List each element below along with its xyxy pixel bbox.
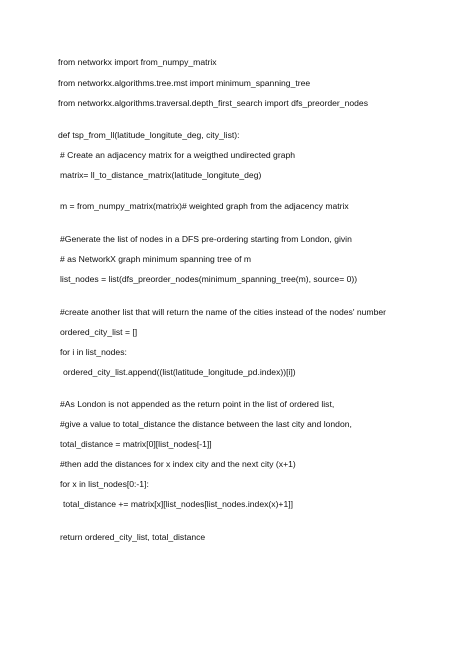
code-line-weighted-graph: m = from_numpy_matrix(matrix)# weighted graph from the adjacency matrix (60, 201, 349, 211)
code-line-comment-networkx-mst: # as NetworkX graph minimum spanning tree of m (60, 254, 252, 264)
code-line-comment-add-distances: #then add the distances for x index city and the next city (x+1) (60, 459, 296, 469)
code-line-import-minimum-spanning-tree: from networkx.algorithms.tree.mst import minimum_spanning_tree (58, 78, 311, 88)
code-line-return: return ordered_city_list, total_distance (60, 532, 206, 542)
code-line-import-from-numpy-matrix: from networkx import from_numpy_matrix (58, 57, 217, 67)
code-line-comment-dfs-ordering: #Generate the list of nodes in a DFS pre-ordering starting from London, givin (60, 234, 352, 244)
code-line-for-x-in-list-nodes: for x in list_nodes[0:-1]: (60, 479, 149, 489)
code-line-comment-city-names: #create another list that will return the name of the cities instead of the nodes' number (60, 307, 387, 317)
code-line-import-dfs-preorder-nodes: from networkx.algorithms.traversal.depth_first_search import dfs_preorder_nodes (58, 98, 368, 108)
code-line-append-city: ordered_city_list.append((list(latitude_longitude_pd.index))[i]) (63, 367, 296, 377)
code-line-comment-london-return: #As London is not appended as the return point in the list of ordered list, (60, 399, 335, 409)
code-line-total-distance-init: total_distance = matrix[0][list_nodes[-1]] (60, 439, 212, 449)
code-line-def-tsp-from-ll: def tsp_from_ll(latitude_longitute_deg, city_list): (58, 130, 240, 140)
code-line-total-distance-accumulate: total_distance += matrix[x][list_nodes[list_nodes.index(x)+1]] (63, 499, 294, 509)
code-line-comment-total-distance: #give a value to total_distance the distance between the last city and london, (60, 419, 352, 429)
code-line-matrix-assignment: matrix= ll_to_distance_matrix(latitude_longitute_deg) (60, 170, 262, 180)
code-line-list-nodes: list_nodes = list(dfs_preorder_nodes(minimum_spanning_tree(m), source= 0)) (60, 274, 358, 284)
code-line-for-i-in-list-nodes: for i in list_nodes: (60, 347, 127, 357)
code-line-ordered-city-list-init: ordered_city_list = [] (60, 327, 138, 337)
code-line-comment-adjacency-matrix: # Create an adjacency matrix for a weigthed undirected graph (60, 150, 296, 160)
